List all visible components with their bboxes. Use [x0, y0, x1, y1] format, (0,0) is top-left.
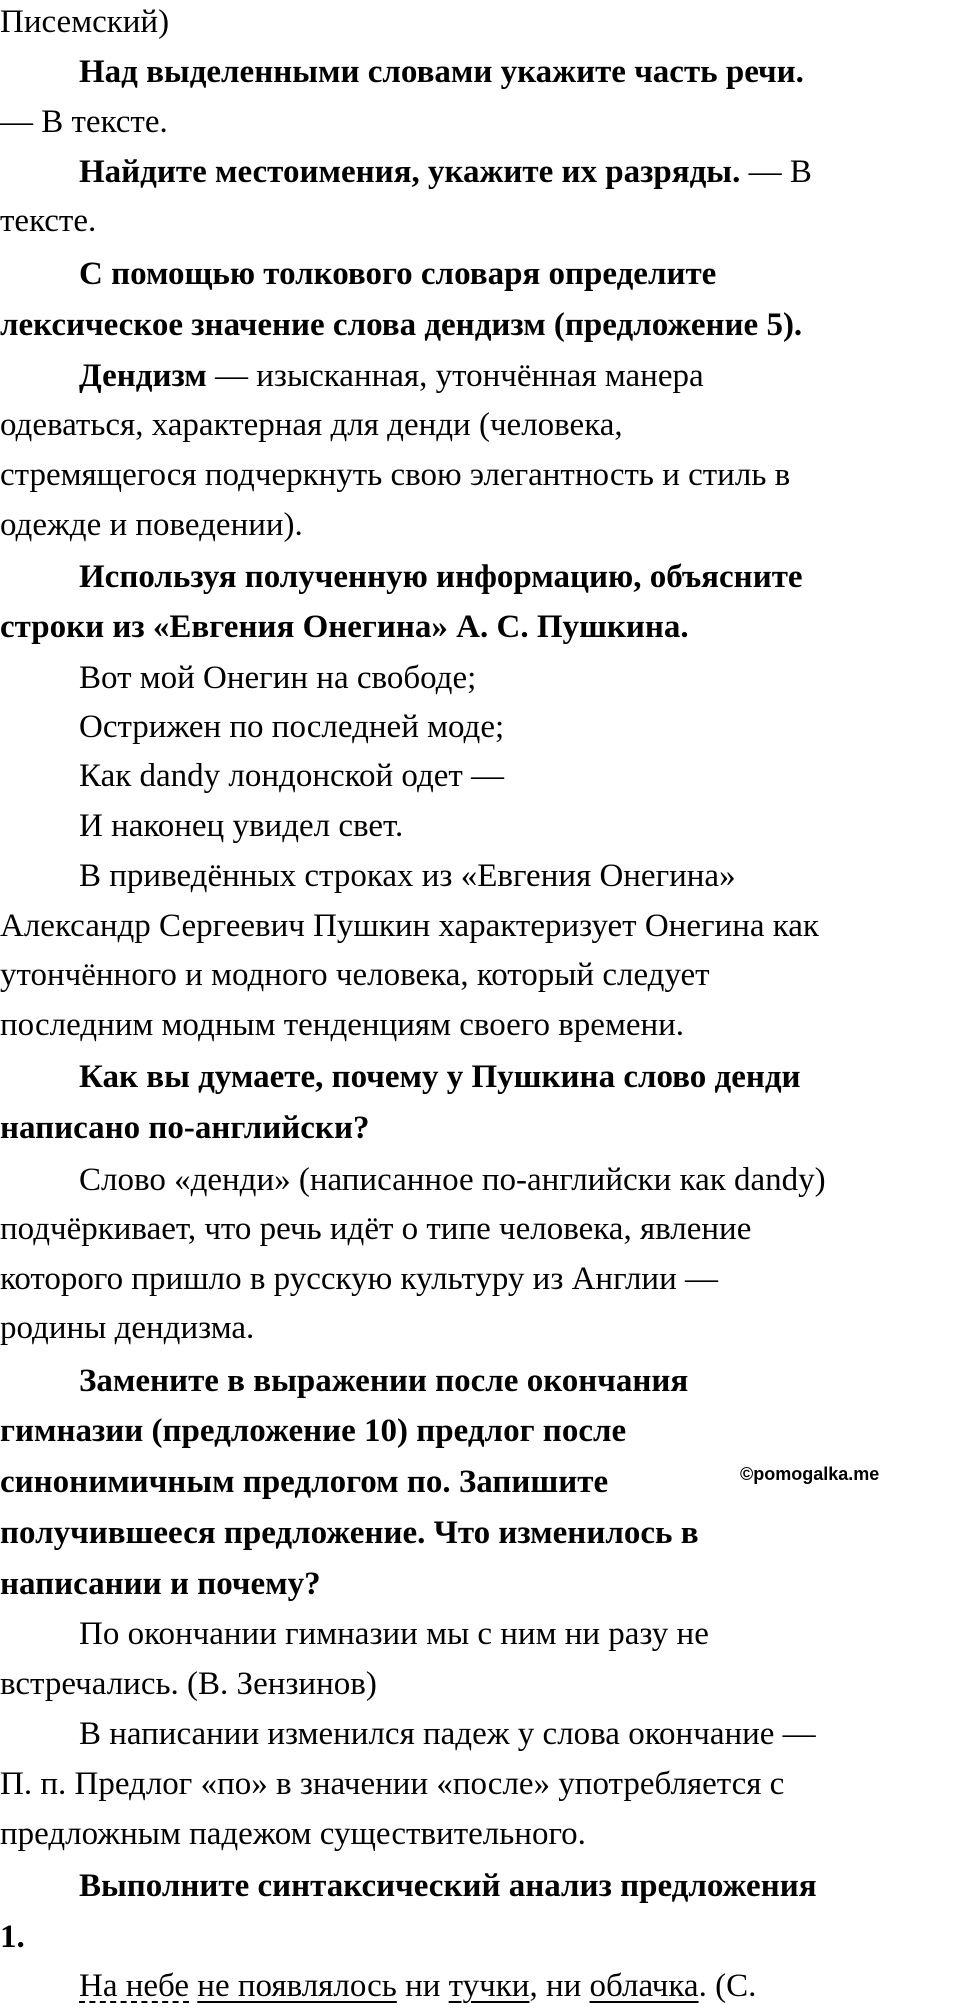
task-heading: написании и почему? [0, 1566, 321, 1602]
text-line: одежде и поведении). [0, 507, 303, 543]
definition-line: Дендизм — изысканная, утончённая манера [79, 358, 704, 394]
task-heading: синонимичным предлогом по. Запишите [0, 1464, 609, 1500]
text-line: В приведённых строках из «Евгения Онегина» [79, 858, 736, 894]
text-line: В написании изменился падеж у слова окончание — [79, 1716, 816, 1752]
text-line: По окончании гимназии мы с ним ни разу не [79, 1616, 709, 1652]
task-heading: написано по-английски? [0, 1110, 370, 1146]
text-line: утончённого и модного человека, который следует [0, 957, 710, 993]
task-heading: Как вы думаете, почему у Пушкина слово денди [79, 1059, 801, 1095]
task-heading: гимназии (предложение 10) предлог после [0, 1413, 627, 1449]
task-heading: Используя полученную информацию, объясните [79, 559, 803, 595]
task-heading: 1. [0, 1919, 25, 1955]
text-line: которого пришло в русскую культуру из Англии — [0, 1261, 718, 1297]
parsed-sentence: На небе не появлялось ни тучки, ни облачка. (С. [79, 1968, 757, 2004]
task-heading: Найдите местоимения, укажите их разряды. — В [79, 154, 812, 190]
text-line: подчёркивает, что речь идёт о типе человека, явление [0, 1211, 752, 1247]
text-line: тексте. [0, 203, 97, 239]
task-heading: строки из «Евгения Онегина» А. С. Пушкина. [0, 609, 689, 645]
task-heading: лексическое значение слова дендизм (предложение 5). [0, 307, 803, 343]
text-line: последним модным тенденциям своего времени. [0, 1007, 685, 1043]
text-line: Писемский) [0, 4, 170, 40]
task-heading: С помощью толкового словаря определите [79, 256, 717, 292]
task-heading: Над выделенными словами укажите часть речи. [79, 54, 804, 90]
text-line: предложным падежом существительного. [0, 1816, 586, 1852]
text-line: — В тексте. [0, 104, 168, 140]
task-heading: получившееся предложение. Что изменилось в [0, 1515, 699, 1551]
text-line: встречались. (В. Зензинов) [0, 1666, 377, 1702]
text-line: П. п. Предлог «по» в значении «после» употребляется с [0, 1766, 785, 1802]
subject-word: тучки [448, 1968, 530, 2004]
text-line: Слово «денди» (написанное по-английски как dandy) [79, 1162, 826, 1198]
poem-line: Острижен по последней моде; [79, 709, 505, 745]
poem-line: Вот мой Онегин на свободе; [79, 660, 477, 696]
text-line: Александр Сергеевич Пушкин характеризует Онегина как [0, 908, 819, 944]
subject-word: облачка [589, 1968, 699, 2004]
text-line: одеваться, характерная для денди (человека, [0, 407, 623, 443]
predicate-words: не появлялось [197, 1968, 397, 2004]
task-heading: Замените в выражении после окончания [79, 1363, 689, 1399]
watermark: ©pomogalka.me [740, 1464, 880, 1484]
text-line: родины дендизма. [0, 1310, 255, 1346]
task-heading: Выполните синтаксический анализ предложения [79, 1868, 817, 1904]
text-line: стремящегося подчеркнуть свою элегантность и стиль в [0, 457, 791, 493]
poem-line: Как dandy лондонской одет — [79, 758, 505, 794]
adverbial-words: На небе [79, 1968, 190, 2004]
poem-line: И наконец увидел свет. [79, 808, 404, 844]
